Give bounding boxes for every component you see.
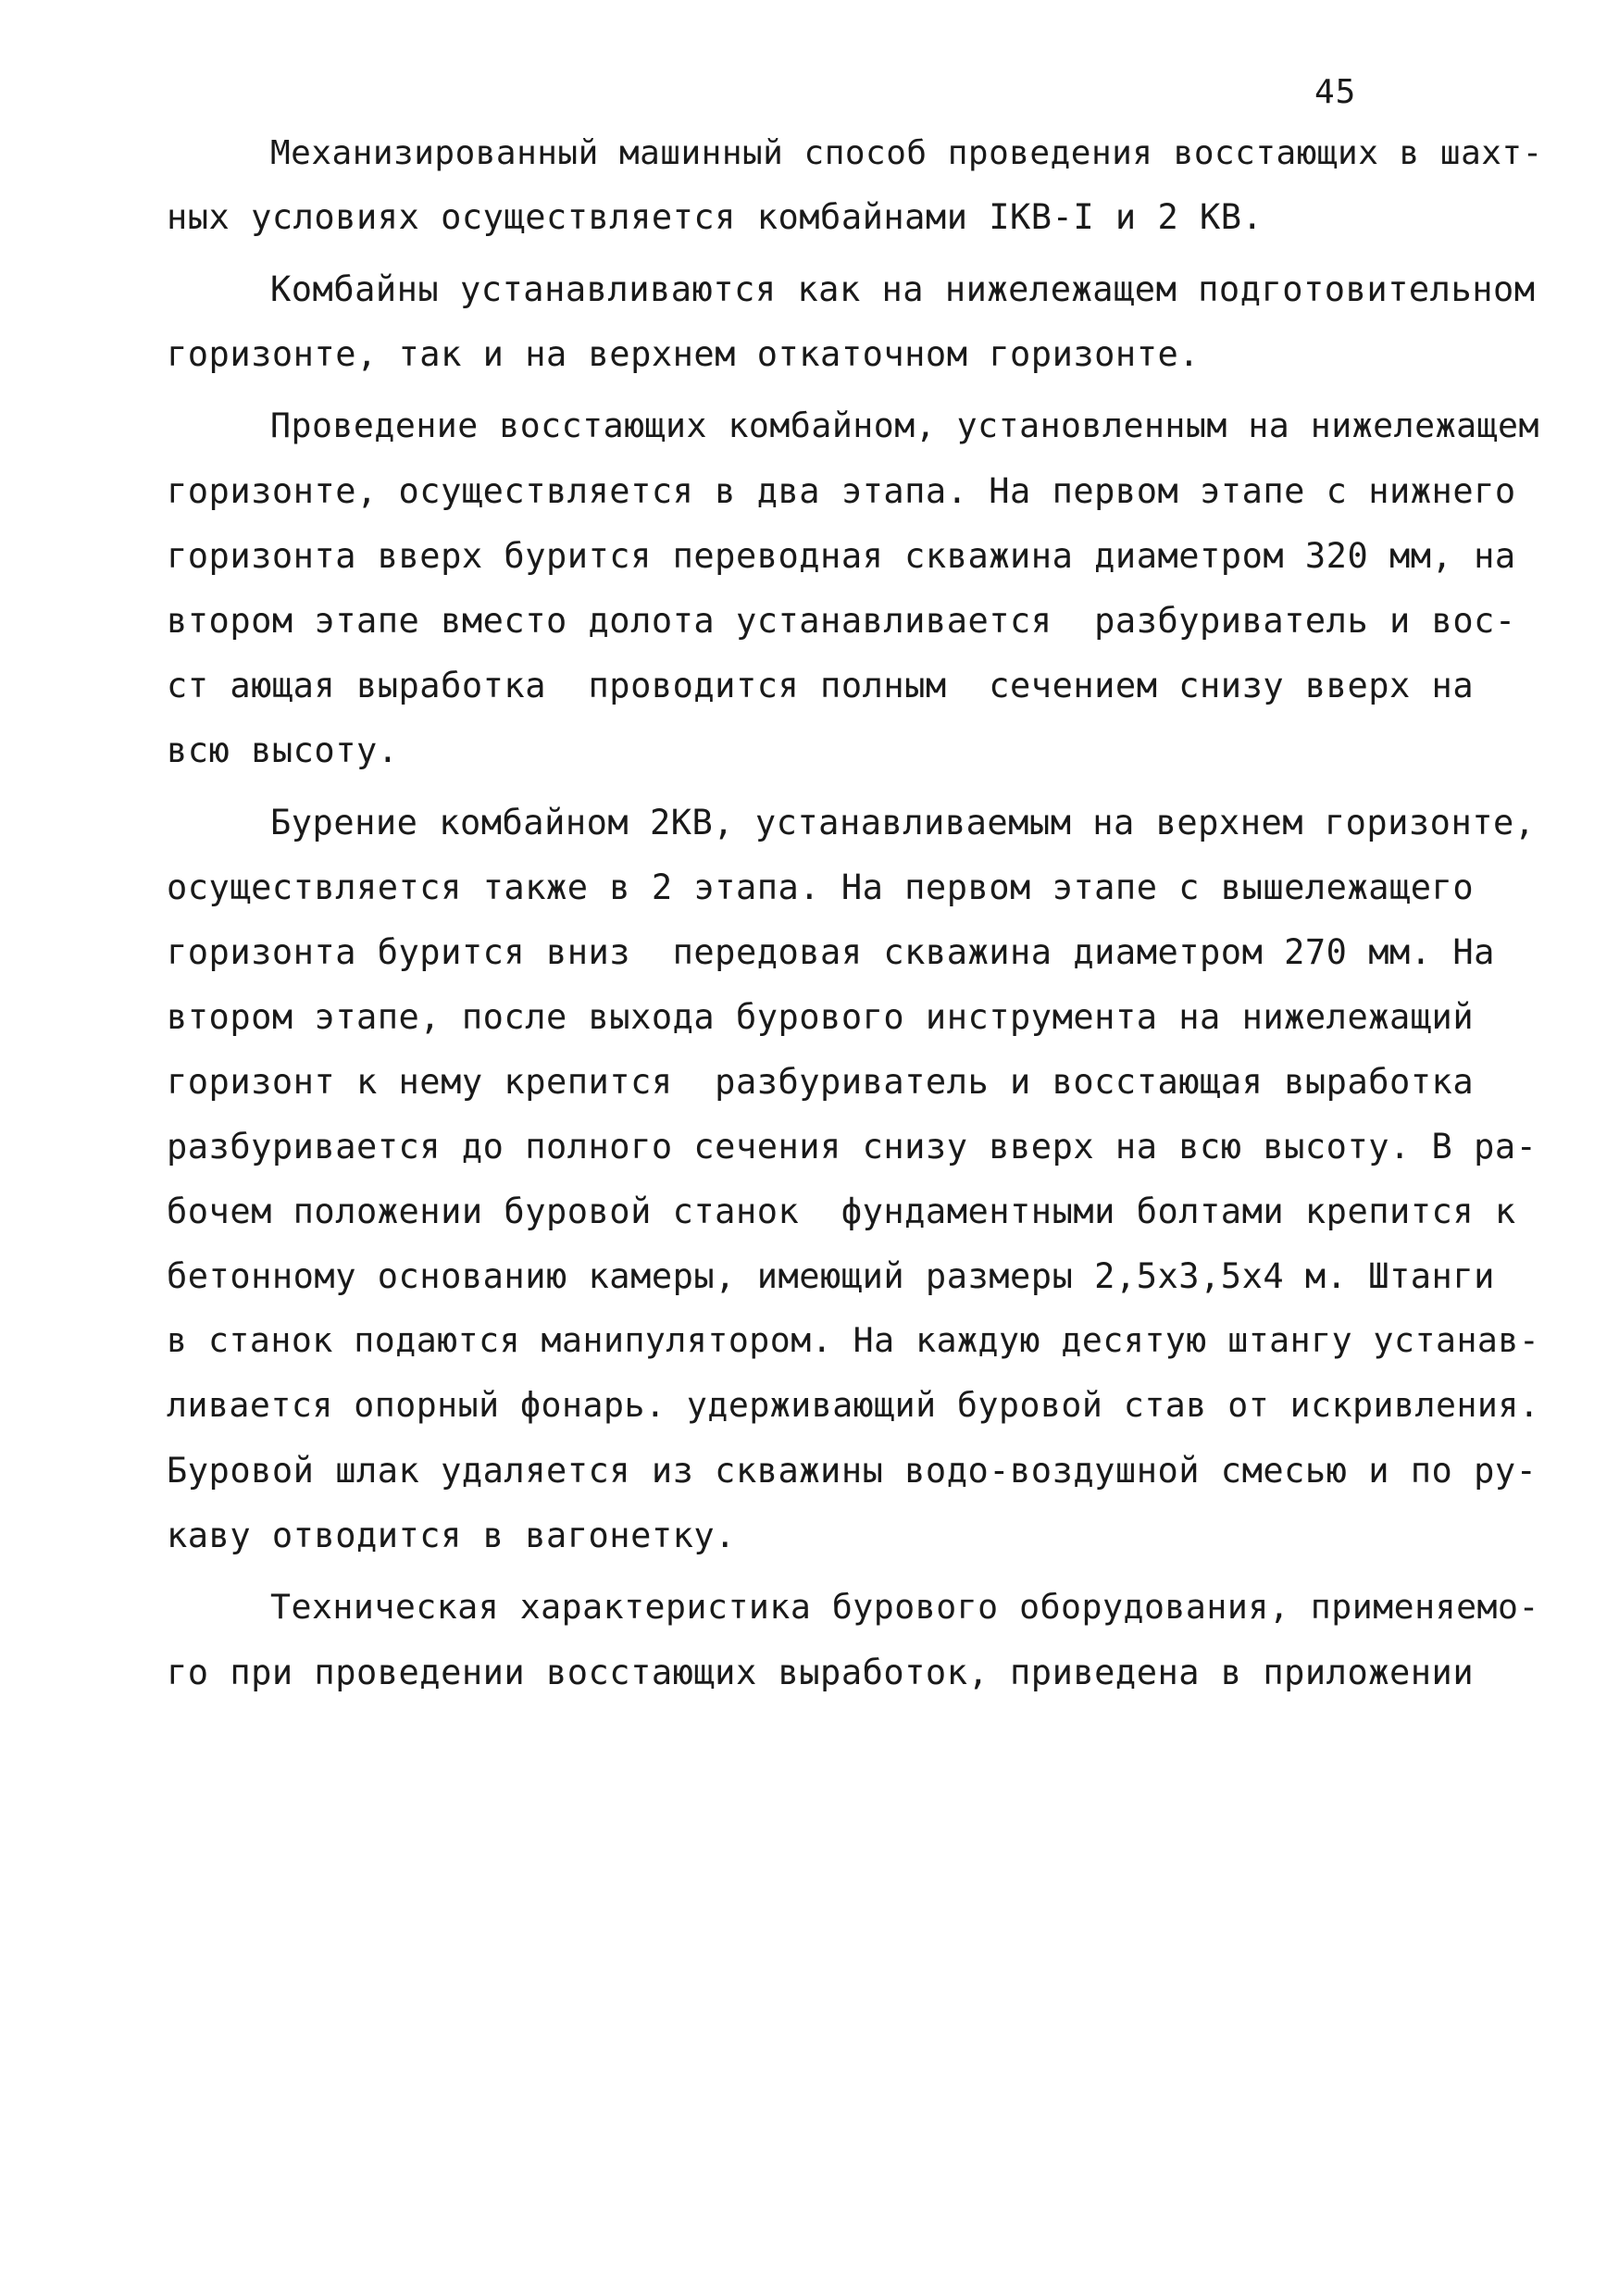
text-line: втором этапе, после выхода бурового инструмента на нижележащий [167, 997, 1475, 1037]
text-line: Комбайны устанавливаются как на нижележащем подготовительном [270, 269, 1536, 309]
text-line: Бурение комбайном 2КВ, устанавливаемым на верхнем горизонте, [270, 803, 1536, 842]
text-line: всю высоту. [167, 730, 399, 770]
text-line: горизонта вверх бурится переводная скважина диаметром 320 мм, на [167, 536, 1516, 576]
text-line: ливается опорный фонарь. удерживающий буровой став от искривления. [167, 1385, 1540, 1425]
text-line: осуществляется также в 2 этапа. На первом этапе с вышележащего [167, 867, 1475, 907]
text-line: Техническая характеристика бурового оборудования, применяемо- [270, 1587, 1539, 1627]
text-line: втором этапе вместо долота устанавливается разбуриватель и вос- [167, 601, 1516, 641]
text-line: бетонному основанию камеры, имеющий размеры 2,5х3,5х4 м. Штанги [167, 1256, 1495, 1296]
text-line: ст ающая выработка проводится полным сечением снизу вверх на [167, 666, 1475, 705]
text-line: бочем положении буровой станок фундаментными болтами крепится к [167, 1192, 1516, 1231]
text-line: горизонт к нему крепится разбуриватель и восстающая выработка [167, 1062, 1475, 1102]
text-line: горизонте, так и на верхнем откаточном горизонте. [167, 334, 1201, 374]
page-number: 45 [1314, 73, 1357, 111]
text-line: ных условиях осуществляется комбайнами IКВ-I и 2 КВ. [167, 197, 1264, 237]
text-line: каву отводится в вагонетку. [167, 1516, 736, 1555]
text-line: разбуривается до полного сечения снизу вверх на всю высоту. В ра- [167, 1127, 1538, 1167]
text-line: горизонта бурится вниз передовая скважина диаметром 270 мм. На [167, 932, 1495, 972]
text-line: в станок подаются манипулятором. На каждую десятую штангу устанав- [167, 1320, 1540, 1360]
text-line: Проведение восстающих комбайном, установленным на нижележащем [270, 406, 1539, 445]
text-line: горизонте, осуществляется в два этапа. На первом этапе с нижнего [167, 471, 1516, 511]
text-line: Механизированный машинный способ проведения восстающих в шахт- [270, 134, 1543, 172]
text-line: го при проведении восстающих выработок, приведена в приложении [167, 1653, 1475, 1692]
text-line: Буровой шлак удаляется из скважины водо-воздушной смесью и по ру- [167, 1451, 1538, 1491]
